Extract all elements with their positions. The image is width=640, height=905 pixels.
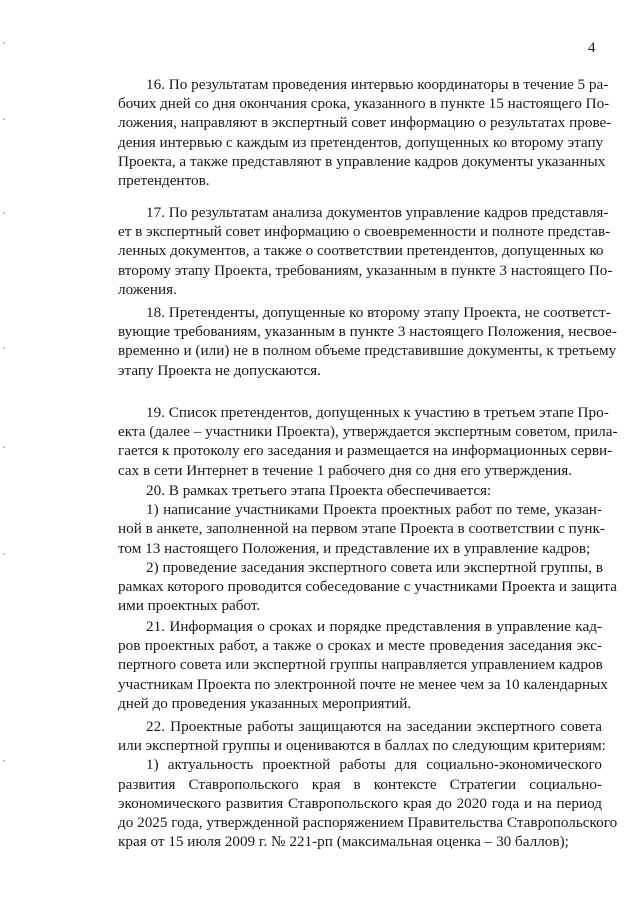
text-line: 19. Список претендентов, допущенных к участию в третьем этапе Про- [146,404,609,421]
text-line: ной в анкете, заполненной на первом этапе Проекта в соответствии с пунк- [118,520,605,538]
text-line: участникам Проекта по электронной почте не менее чем за 10 календарных [118,675,608,693]
paragraph-17 [118,203,613,299]
text-line: бочих дней со дня окончания срока, указанного в пункте 15 настоящего По- [118,95,610,113]
text-line: 17. По результатам анализа документов управление кадров представля- [146,204,609,221]
text-line: края от 15 июля 2009 г. № 221-рп (максимальная оценка – 30 баллов); [118,833,569,851]
text-line: вующие требованиям, указанным в пункте 3 настоящего Положения, несвое- [118,323,617,341]
text-line: до 2025 года, утвержденной распоряжением Правительства Ставропольского [118,814,618,832]
scan-mark [3,42,5,44]
paragraph-21 [118,617,608,713]
text-line: 1) актуальность проектной работы для социально-экономического [146,756,602,774]
paragraph-19 [118,403,618,480]
text-line: ет в экспертный совет информацию о своевременности и полноте представ- [118,223,611,241]
text-line: Проекта, а также представляют в управление кадров документы указанных [118,152,606,170]
text-line: екта (далее – участники Проекта), утверждается экспертным советом, прила- [118,423,618,441]
paragraph-20 [118,481,617,615]
text-line: ров проектных работ, а также о сроках и месте проведения заседания экс- [118,637,602,655]
text-line: пертного совета или экспертной группы направляется управлением кадров [118,656,603,674]
text-line: ложения. [118,280,177,298]
text-line: развития Ставропольского края в контексте Стратегии социально- [118,775,602,793]
text-line: ленных документов, а также о соответствии претендентов, допущенных ко [118,242,604,260]
text-line: второму этапу Проекта, требованиям, указанным в пункте 3 настоящего По- [118,261,613,279]
scan-mark [3,446,5,448]
text-line: претендентов. [118,172,210,190]
text-line: этапу Проекта не допускаются. [118,361,321,379]
paragraph-18 [118,303,617,380]
scan-mark [3,212,5,214]
text-line: 20. В рамках третьего этапа Проекта обеспечивается: [146,482,492,499]
text-line: 22. Проектные работы защищаются на заседании экспертного совета [146,718,602,735]
text-line: рамках которого проводится собеседование с участниками Проекта и защита [118,578,617,596]
page-number: 4 [588,40,596,56]
text-line: сах в сети Интернет в течение 1 рабочего дня со дня его утверждения. [118,461,573,479]
text-line: ими проектных работ. [118,597,261,615]
text-line: дения интервью с каждым из претендентов, допущенных ко второму этапу [118,133,604,151]
scan-mark [3,553,5,555]
text-line: временно и (или) не в полном объеме представившие документы, к третьему [118,342,617,360]
scan-mark [3,118,5,120]
text-line: том 13 настоящего Положения, и представление их в управление кадров; [118,539,591,557]
text-line: или экспертной группы и оцениваются в баллах по следующим критериям: [118,737,606,755]
text-line: гается к протоколу его заседания и размещается на информационных серви- [118,442,613,460]
text-line: 18. Претенденты, допущенные ко второму этапу Проекта, не соответст- [146,304,611,321]
text-line: экономического развития Ставропольского края до 2020 года и на период [118,794,602,812]
text-line: 16. По результатам проведения интервью координаторы в течение 5 ра- [146,76,609,93]
scan-mark [3,760,5,762]
text-line: ложения, направляют в экспертный совет информацию о результатах прове- [118,114,612,132]
text-line: дней до проведения указанных мероприятий. [118,694,412,712]
text-line: 21. Информация о сроках и порядке представления в управление кад- [146,618,602,635]
paragraph-22 [118,717,618,851]
text-line: 1) написание участниками Проекта проектных работ по теме, указан- [146,501,602,519]
paragraph-16 [118,75,612,190]
scan-mark [3,347,5,349]
text-line: 2) проведение заседания экспертного совета или экспертной группы, в [146,558,603,576]
